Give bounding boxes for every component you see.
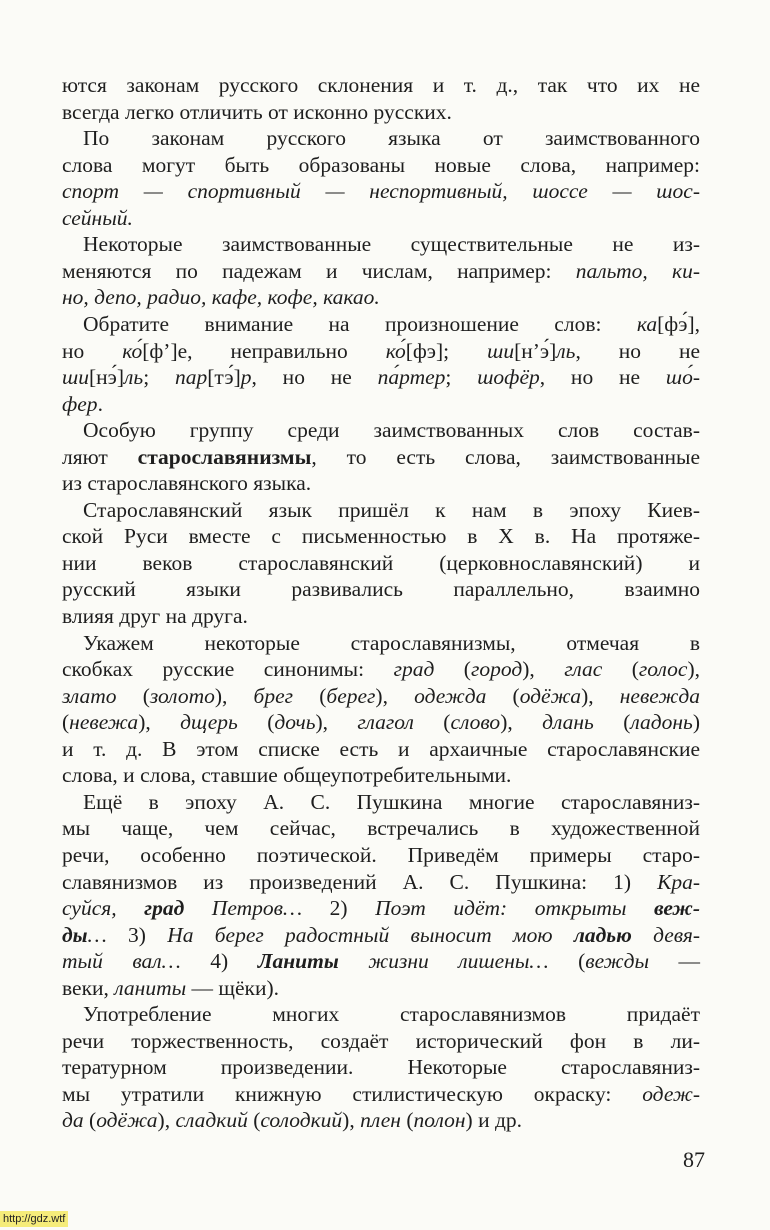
- text-segment: (: [247, 1108, 261, 1133]
- text-segment: веки,: [62, 975, 115, 1000]
- text-segment: ),: [522, 657, 565, 682]
- text-segment: мы утратили книжную стилистическую окраску:: [62, 1081, 643, 1106]
- text-segment: ),: [342, 1108, 361, 1133]
- text-line: [62, 1054, 700, 1080]
- text-segment: — щёки).: [186, 975, 280, 1000]
- italic-text: ль: [124, 365, 144, 390]
- text-segment: и т. д. В этом списке есть и архаичные старославянские: [62, 736, 700, 761]
- text-segment: [тэ́]: [207, 365, 241, 390]
- italic-text: град: [393, 657, 435, 682]
- italic-text: Кра-: [657, 869, 700, 894]
- text-line: [62, 762, 700, 788]
- text-segment: , но не: [251, 365, 378, 390]
- text-segment: (: [413, 710, 451, 735]
- text-line: [62, 444, 700, 470]
- text-segment: влияя друг на друга.: [62, 604, 248, 628]
- text-segment: 3): [106, 922, 168, 947]
- text-segment: ской Руси вместе с письменностью в X в. На протяже-: [62, 524, 700, 549]
- text-line: [62, 1001, 700, 1027]
- text-line: [62, 1081, 700, 1107]
- text-line: [62, 869, 700, 895]
- text-line: [62, 338, 700, 364]
- text-segment: ляют: [62, 444, 138, 469]
- text-segment: [ф’]е, неправильно: [142, 338, 386, 363]
- text-segment: Ещё в эпоху А. С. Пушкина многие старославяниз-: [83, 789, 700, 814]
- bold-term: ды: [62, 922, 88, 947]
- italic-text: город: [470, 657, 523, 682]
- text-segment: ),: [375, 683, 415, 708]
- italic-text: полон: [413, 1108, 466, 1133]
- italic-text: сейный.: [62, 205, 133, 230]
- text-segment: речи, особенно поэтической. Приведём примеры старо-: [62, 842, 700, 867]
- text-line: [62, 258, 700, 284]
- text-segment: Некоторые заимствованные существительные не из-: [83, 232, 700, 257]
- text-line: [62, 603, 700, 629]
- italic-text: солодкий: [260, 1108, 343, 1133]
- italic-text: слово: [450, 710, 501, 735]
- text-segment: тературном произведении. Некоторые старославяниз-: [62, 1055, 700, 1080]
- text-segment: слова могут быть образованы новые слова, например:: [62, 152, 700, 177]
- text-line: [62, 550, 700, 576]
- text-line: [62, 1028, 700, 1054]
- text-segment: (: [116, 683, 150, 708]
- text-segment: (: [434, 657, 471, 682]
- italic-text: пальто, ки-: [575, 258, 700, 283]
- italic-text: дщерь: [180, 710, 238, 735]
- page-number: 87: [683, 1147, 705, 1172]
- text-segment: всегда легко отличить от исконно русских.: [62, 99, 452, 124]
- text-segment: (: [400, 1108, 414, 1133]
- italic-text: ладонь: [630, 710, 693, 735]
- text-line: [62, 72, 700, 98]
- italic-text: ко́: [385, 338, 406, 363]
- text-line: [62, 922, 700, 948]
- text-line: [62, 576, 700, 602]
- text-line: [62, 895, 700, 921]
- text-segment: ются законам русского склонения и т. д., так что их не: [62, 73, 700, 97]
- text-segment: (: [237, 710, 275, 735]
- italic-text: ль: [556, 338, 576, 363]
- italic-text: р: [240, 365, 252, 390]
- italic-text: девя-: [631, 922, 700, 947]
- text-segment: (: [62, 710, 70, 735]
- text-segment: ): [692, 710, 701, 735]
- text-segment: ),: [500, 710, 543, 735]
- text-segment: но: [62, 338, 123, 363]
- text-segment: (: [593, 710, 631, 735]
- italic-text: сладкий: [175, 1108, 248, 1133]
- text-line: [62, 391, 700, 417]
- italic-text: шофёр: [477, 365, 540, 390]
- text-line: [62, 523, 700, 549]
- text-line: [62, 99, 700, 125]
- italic-text: вежды: [585, 949, 650, 974]
- text-line: [62, 1107, 700, 1133]
- italic-text: длань: [542, 710, 594, 735]
- italic-text: глагол: [357, 710, 414, 735]
- text-segment: (: [486, 683, 520, 708]
- text-line: [62, 311, 700, 337]
- italic-text: одёжа: [96, 1108, 158, 1133]
- text-segment: По законам русского языка от заимствованного: [83, 126, 700, 151]
- bold-term: веж-: [654, 896, 700, 921]
- text-line: [62, 205, 700, 231]
- text-line: [62, 842, 700, 868]
- text-segment: ) и др.: [465, 1108, 523, 1133]
- text-line: [62, 709, 700, 735]
- text-segment: меняются по падежам и числам, например:: [62, 258, 576, 283]
- italic-text: берег: [326, 683, 376, 708]
- text-line: [62, 284, 700, 310]
- text-line: [62, 125, 700, 151]
- text-segment: (: [602, 657, 639, 682]
- italic-text: голос: [638, 657, 688, 682]
- text-segment: [нэ́]: [88, 365, 125, 390]
- text-segment: [н’э́]: [514, 338, 557, 363]
- text-line: [62, 417, 700, 443]
- text-segment: 4): [180, 949, 258, 974]
- text-segment: Обратите внимание на произношение слов:: [83, 311, 637, 336]
- italic-text: суйся,: [62, 896, 145, 921]
- italic-text: …: [87, 922, 107, 947]
- italic-text: ланиты: [114, 975, 187, 1000]
- text-segment: (: [548, 949, 586, 974]
- text-line: [62, 364, 700, 390]
- italic-text: глас: [564, 657, 603, 682]
- italic-text: невежда: [619, 683, 700, 708]
- italic-text: шо́-: [665, 365, 700, 390]
- text-line: [62, 736, 700, 762]
- text-segment: —: [649, 949, 701, 974]
- text-segment: скобках русские синонимы:: [62, 657, 394, 682]
- text-line: [62, 470, 700, 496]
- text-segment: слова, и слова, ставшие общеупотребительными.: [62, 763, 512, 788]
- bold-term: град: [144, 896, 185, 921]
- italic-text: жизни лишены…: [338, 949, 549, 974]
- italic-text: ши: [62, 365, 89, 390]
- text-line: [62, 683, 700, 709]
- text-line: [62, 630, 700, 656]
- italic-text: ши: [487, 338, 515, 363]
- text-line: [62, 975, 700, 1001]
- text-segment: нии веков старославянский (церковнославянский) и: [62, 550, 700, 575]
- italic-text: па́ртер: [377, 365, 446, 390]
- italic-text: одёжа: [519, 683, 582, 708]
- italic-text: пар: [175, 365, 208, 390]
- text-line: [62, 789, 700, 815]
- text-segment: , но не: [575, 338, 701, 363]
- text-segment: .: [97, 391, 103, 416]
- text-line: [62, 497, 700, 523]
- text-segment: Особую группу среди заимствованных слов состав-: [83, 418, 700, 443]
- bold-term: ладью: [573, 922, 632, 947]
- text-line: [62, 178, 700, 204]
- text-segment: (: [293, 683, 327, 708]
- text-segment: ),: [214, 683, 254, 708]
- text-line: [62, 656, 700, 682]
- italic-text: дочь: [274, 710, 316, 735]
- italic-text: брег: [253, 683, 294, 708]
- italic-text: Поэт идёт: открыты: [375, 896, 655, 921]
- text-segment: из старославянского языка.: [62, 471, 312, 496]
- text-segment: русский языки развивались параллельно, взаимно: [62, 577, 700, 602]
- bold-term: Ланиты: [257, 949, 339, 974]
- text-line: [62, 948, 700, 974]
- text-segment: , но не: [539, 365, 666, 390]
- watermark-link[interactable]: http://gdz.wtf: [0, 1211, 68, 1227]
- italic-text: золото: [149, 683, 215, 708]
- italic-text: тый вал…: [62, 949, 181, 974]
- text-segment: [фэ́],: [657, 311, 700, 336]
- text-segment: мы чаще, чем сейчас, встречались в художественной: [62, 816, 700, 841]
- bold-term: старославянизмы: [137, 444, 312, 469]
- text-segment: ),: [581, 683, 620, 708]
- italic-text: На берег радостный выносит мою: [167, 922, 574, 947]
- italic-text: плен: [360, 1108, 401, 1133]
- text-line: [62, 231, 700, 257]
- text-segment: (: [83, 1108, 97, 1133]
- italic-text: одежда: [414, 683, 487, 708]
- text-line: [62, 152, 700, 178]
- text-segment: Старославянский язык пришёл к нам в эпоху Киев-: [83, 497, 700, 522]
- text-segment: ),: [687, 657, 700, 682]
- text-segment: 2): [302, 896, 376, 921]
- italic-text: да: [62, 1108, 84, 1133]
- italic-text: спорт — спортивный — неспортивный, шоссе — шос-: [62, 179, 700, 204]
- text-segment: ;: [445, 365, 478, 390]
- text-segment: ),: [157, 1108, 176, 1133]
- text-line: [62, 815, 700, 841]
- text-segment: речи торжественность, создаёт исторический фон в ли-: [62, 1028, 700, 1053]
- italic-text: злато: [62, 683, 117, 708]
- italic-text: ка: [636, 311, 658, 336]
- text-segment: ),: [315, 710, 358, 735]
- text-segment: , то есть слова, заимствованные: [311, 444, 700, 469]
- italic-text: одеж-: [642, 1081, 700, 1106]
- italic-text: фер: [62, 391, 98, 416]
- italic-text: Петров…: [184, 896, 303, 921]
- italic-text: невежа: [69, 710, 139, 735]
- text-segment: Употребление многих старославянизмов придаёт: [83, 1002, 700, 1027]
- text-segment: Укажем некоторые старославянизмы, отмечая в: [83, 630, 700, 655]
- text-segment: славянизмов из произведений А. С. Пушкина: 1): [62, 869, 658, 894]
- text-segment: [фэ];: [405, 338, 488, 363]
- italic-text: но, депо, радио, кафе, кофе, какао.: [62, 285, 380, 310]
- italic-text: ко́: [122, 338, 143, 363]
- text-segment: ),: [138, 710, 181, 735]
- text-segment: ;: [143, 365, 176, 390]
